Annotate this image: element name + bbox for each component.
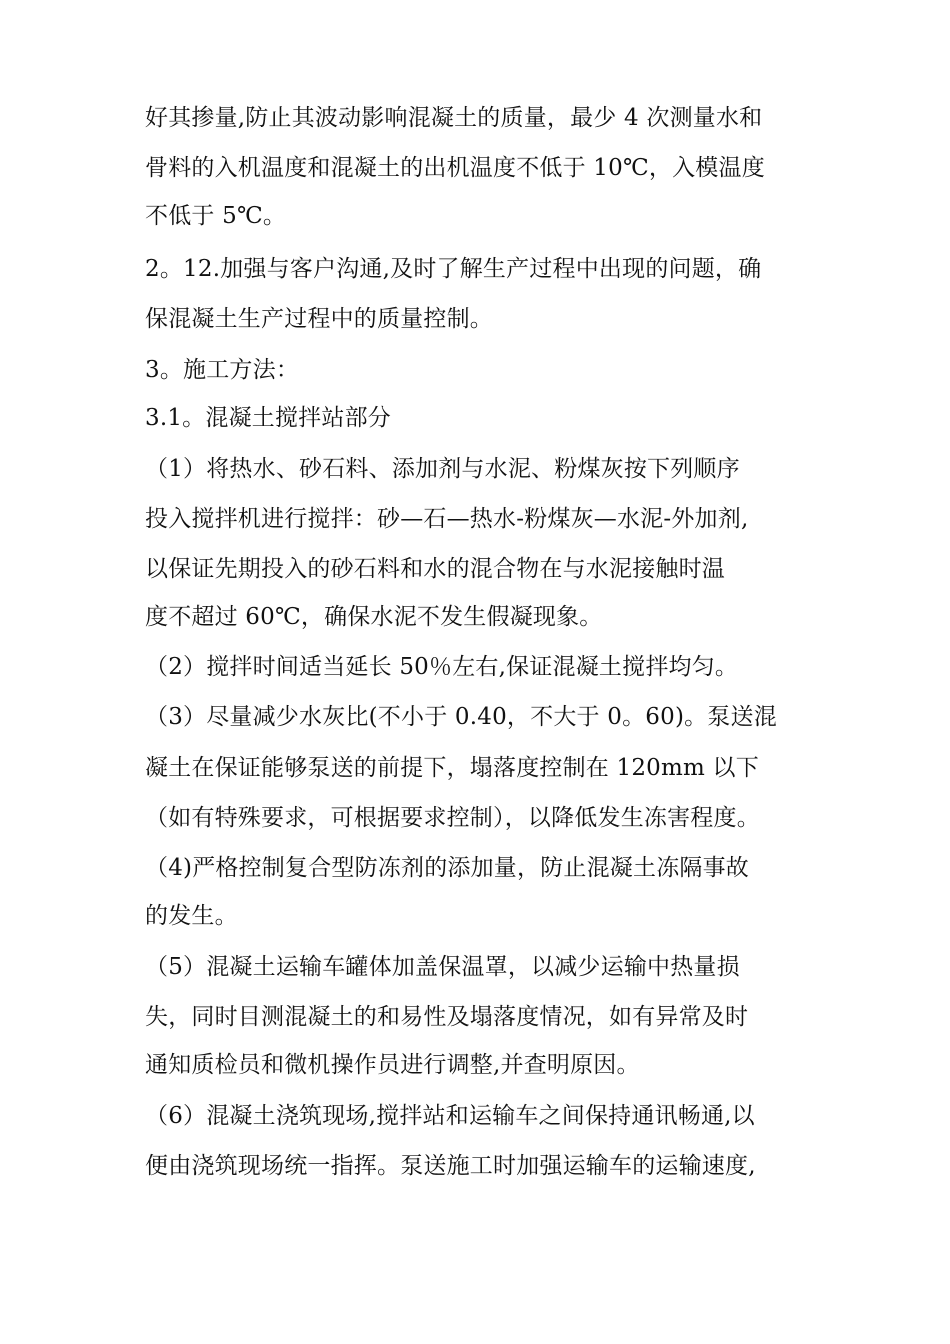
text-line: 3.1。混凝土搅拌站部分 xyxy=(145,405,391,431)
text-line: （3）尽量减少水灰比(不小于 0.40，不大于 0。60)。泵送混 xyxy=(145,704,777,730)
text-line: （如有特殊要求，可根据要求控制），以降低发生冻害程度。 xyxy=(145,805,760,831)
text-line: 骨料的入机温度和混凝土的出机温度不低于 10℃，入模温度 xyxy=(145,155,765,181)
text-line: 凝土在保证能够泵送的前提下，塌落度控制在 120mm 以下 xyxy=(145,755,759,781)
text-line: 2。12.加强与客户沟通,及时了解生产过程中出现的问题，确 xyxy=(145,256,762,282)
text-line: （1）将热水、砂石料、添加剂与水泥、粉煤灰按下列顺序 xyxy=(145,456,740,482)
text-line: （5）混凝土运输车罐体加盖保温罩，以减少运输中热量损 xyxy=(145,954,740,980)
text-line: （4)严格控制复合型防冻剂的添加量，防止混凝土冻隔事故 xyxy=(145,855,750,881)
text-line: 3。施工方法： xyxy=(145,357,300,383)
text-line: 度不超过 60℃，确保水泥不发生假凝现象。 xyxy=(145,604,603,630)
text-line: 好其掺量,防止其波动影响混凝土的质量，最少 4 次测量水和 xyxy=(145,105,763,131)
text-line: 便由浇筑现场统一指挥。泵送施工时加强运输车的运输速度, xyxy=(145,1153,756,1179)
text-line: 不低于 5℃。 xyxy=(145,203,287,229)
text-line: （2）搅拌时间适当延长 50％左右,保证混凝土搅拌均匀。 xyxy=(145,654,739,680)
text-line: （6）混凝土浇筑现场,搅拌站和运输车之间保持通讯畅通,以 xyxy=(145,1103,755,1129)
text-line: 投入搅拌机进行搅拌：砂—石—热水-粉煤灰—水泥-外加剂, xyxy=(145,506,749,532)
text-line: 通知质检员和微机操作员进行调整,并查明原因。 xyxy=(145,1052,640,1078)
text-line: 的发生。 xyxy=(145,903,238,929)
text-line: 保混凝土生产过程中的质量控制。 xyxy=(145,306,493,332)
text-line: 失，同时目测混凝土的和易性及塌落度情况，如有异常及时 xyxy=(145,1004,749,1030)
text-line: 以保证先期投入的砂石料和水的混合物在与水泥接触时温 xyxy=(145,556,725,582)
